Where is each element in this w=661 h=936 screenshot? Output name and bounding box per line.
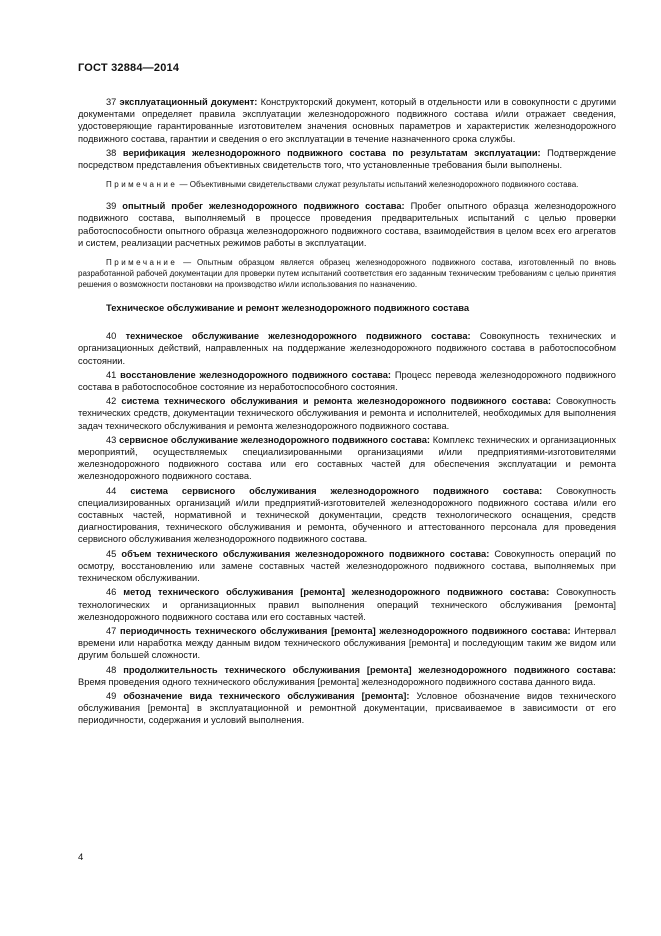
term-name: объем технического обслуживания железнодорожного подвижного состава: [121, 548, 490, 559]
term-name: верификация железнодорожного подвижного состава по результатам эксплуатации: [122, 147, 541, 158]
term-definition: Совокупность технических средств, документации технического обслуживания и ремонта и исполнителей, необходимых для выполнения задач технического обслуживания и ремонта железнодорожного подвижного состава. [78, 396, 616, 431]
section-title: Техническое обслуживание и ремонт железнодорожного подвижного состава [106, 302, 470, 314]
term-definition: Совокупность технических и организационных действий, направленных на поддержание железнодорожного подвижного состава в работоспособном состоянии. [78, 331, 616, 366]
term-name: продолжительность технического обслуживания [ремонта] железнодорожного подвижного состава: [123, 664, 616, 675]
note-text: — Опытным образцом является образец железнодорожного подвижного состава, изготовленный по вновь разработанной рабочей документации для проверки путем испытаний соответствия его заданным техническим требованиям с целью принятия решения о возможности постановки на производство и/или использования по назначению. [78, 258, 616, 290]
term-entry-43 [78, 434, 616, 483]
entry-number: 42 [106, 396, 117, 407]
term-definition: Подтверждение посредством представления объективных свидетельств того, что установленные требования были выполнены. [78, 147, 616, 171]
term-name: восстановление железнодорожного подвижного состава: [120, 369, 392, 380]
document-header: ГОСТ 32884—2014 [78, 62, 180, 74]
term-name: метод технического обслуживания [ремонта] железнодорожного подвижного состава: [123, 587, 550, 598]
term-entry-39 [78, 200, 616, 249]
term-definition: Совокупность специализированных организаций и/или предприятий-изготовителей железнодорожного подвижного состава и/или его составных частей, нормативной и технической документации, средств технологического оснащения, средств диагностирования, технического обслуживания и ремонта, обученного и аттестованного персонала для проведения сервисного обслуживания железнодорожного подвижного состава. [78, 485, 616, 545]
note-label: Примечание [106, 258, 178, 268]
term-entry-46 [78, 586, 616, 623]
entry-number: 38 [106, 147, 117, 158]
term-name: периодичность технического обслуживания [ремонта] железнодорожного подвижного состава: [120, 625, 571, 636]
term-entry-38 [78, 147, 616, 171]
note-text: — Объективными свидетельствами служат результаты испытаний железнодорожного подвижного состава. [179, 180, 579, 190]
document-page [78, 62, 616, 727]
term-entry-49 [78, 690, 616, 727]
entry-number: 39 [106, 201, 117, 212]
term-definition: Время проведения одного технического обслуживания [ремонта] железнодорожного подвижного состава данного вида. [78, 676, 596, 687]
term-entry-37 [78, 96, 616, 145]
entry-number: 43 [106, 434, 117, 445]
term-definition: Совокупность операций по осмотру, восстановлению или замене составных частей железнодорожного подвижного состава, выполняемых при техническом обслуживании. [78, 548, 616, 584]
entry-number: 45 [106, 548, 117, 559]
term-entry-47 [78, 625, 616, 662]
note-38 [78, 179, 616, 190]
entry-number: 40 [106, 331, 117, 342]
term-definition: Комплекс технических и организационных мероприятий, осуществляемых специализированными организациями и/или предприятиями-изготовителями железнодорожного подвижного состава или его составных частей для обеспечения эксплуатации и ремонта железнодорожного подвижного состава. [78, 434, 616, 482]
entry-number: 41 [106, 369, 117, 380]
term-entry-44 [78, 485, 616, 546]
term-name: система технического обслуживания и ремонта железнодорожного подвижного состава: [121, 396, 552, 407]
entry-number: 48 [106, 664, 117, 675]
note-39 [78, 257, 616, 290]
term-name: техническое обслуживание железнодорожного подвижного состава: [125, 331, 471, 342]
term-entry-41 [78, 369, 616, 393]
term-definition: Процесс перевода железнодорожного подвижного состава в работоспособное состояние из неработоспособного состояния. [78, 369, 616, 393]
term-entry-48 [78, 664, 616, 688]
term-entry-45 [78, 548, 616, 585]
term-definition: Интервал времени или наработка между данным видом технического обслуживания [ремонта] и последующим таким же видом или другим большей сложности. [78, 625, 616, 661]
term-name: обозначение вида технического обслуживания [ремонта]: [123, 690, 410, 701]
entry-number: 37 [106, 97, 117, 107]
term-definition: Конструкторский документ, который в отдельности или в совокупности с другими документами определяет правила эксплуатации железнодорожного подвижного состава и/или отражает сведения, удостоверяющие гарантированные изготовителем значения основных параметров и характеристик железнодорожного подвижного состава, гарантии и сведения о его эксплуатации в течение назначенного срока службы. [78, 97, 617, 144]
term-name: эксплуатационный документ: [119, 97, 258, 107]
term-name: система сервисного обслуживания железнодорожного подвижного состава: [130, 485, 543, 496]
term-name: сервисное обслуживание железнодорожного подвижного состава: [119, 434, 431, 445]
term-entry-40 [78, 330, 616, 367]
entry-number: 49 [106, 690, 117, 701]
page-number: 4 [78, 852, 84, 863]
term-definition: Совокупность технологических и организационных правил выполнения операций технического обслуживания [ремонта] железнодорожного подвижного состава или его составных частей. [78, 587, 616, 622]
term-name: опытный пробег железнодорожного подвижного состава: [122, 201, 405, 212]
entry-number: 44 [106, 485, 117, 496]
entry-number: 47 [106, 625, 117, 636]
term-definition: Условное обозначение видов технического обслуживания [ремонта] в эксплуатационной и ремонтной документации, присваиваемое в зависимости от его периодичности, содержания и условий выполнения. [78, 690, 616, 726]
entry-number: 46 [106, 587, 117, 598]
term-entry-42 [78, 395, 616, 432]
term-definition: Пробег опытного образца железнодорожного подвижного состава, выполняемый в процессе проведения предварительных испытаний с целью проверки работоспособности опытного образца железнодорожного подвижного состава, взаимодействия в целом всех его агрегатов и систем, реализации расчетных режимов работы в эксплуатации. [78, 201, 616, 248]
note-label: Примечание [106, 180, 178, 190]
